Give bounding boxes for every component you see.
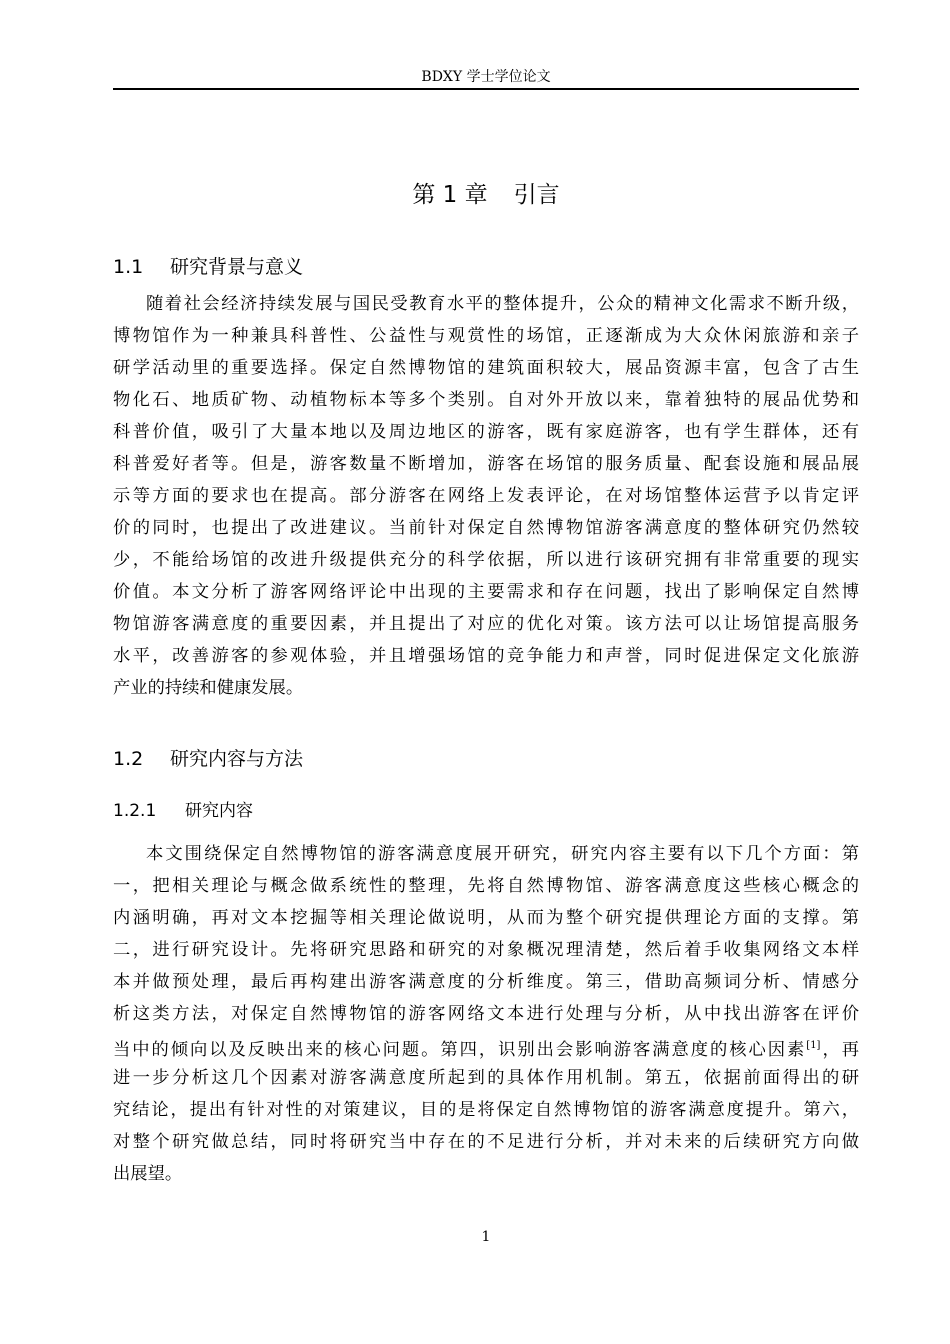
running-header: BDXY 学士学位论文 [421,69,551,85]
paragraph-line: 示等方面的要求也在提高。部分游客在网络上发表评论，在对场馆整体运营予以肯定评 [113,486,859,506]
section-title: 研究内容与方法 [170,748,304,770]
section-heading-1-2 [113,746,303,772]
section-heading-1-1 [113,254,303,280]
chapter-title-text: 引言 [513,182,560,208]
paragraph-line: 出展望。 [113,1164,183,1184]
chapter-title [113,180,859,210]
paragraph-line: 少，不能给场馆的改进升级提供充分的科学依据，所以进行该研究拥有非常重要的现实 [113,550,859,570]
paragraph-line: 对整个研究做总结，同时将研究当中存在的不足进行分析，并对未来的后续研究方向做 [113,1132,859,1152]
paragraph-line: 价的同时，也提出了改进建议。当前针对保定自然博物馆游客满意度的整体研究仍然较 [113,518,859,538]
paragraph-line: 价值。本文分析了游客网络评论中出现的主要需求和存在问题，找出了影响保定自然博 [113,582,859,602]
paragraph-line: 科普爱好者等。但是，游客数量不断增加，游客在场馆的服务质量、配套设施和展品展 [113,454,859,474]
header-rule [113,88,859,90]
paragraph-line: 水平，改善游客的参观体验，并且增强场馆的竞争能力和声誉，同时促进保定文化旅游 [113,646,859,666]
paragraph-line: 物化石、地质矿物、动植物标本等多个类别。自对外开放以来，靠着独特的展品优势和 [113,390,859,410]
paragraph-line: 本并做预处理，最后再构建出游客满意度的分析维度。第三，借助高频词分析、情感分 [113,972,859,992]
section-title: 研究背景与意义 [170,256,304,278]
paragraph-line: 二，进行研究设计。先将研究思路和研究的对象概况理清楚，然后着手收集网络文本样 [113,940,859,960]
line-text: 当中的倾向以及反映出来的核心问题。第四，识别出会影响游客满意度的核心因素 [113,1040,807,1060]
chapter-number: 第 1 章 [412,182,488,208]
paragraph-line: 科普价值，吸引了大量本地以及周边地区的游客，既有家庭游客，也有学生群体，还有 [113,422,859,442]
paragraph-line: 进一步分析这几个因素对游客满意度所起到的具体作用机制。第五，依据前面得出的研 [113,1068,859,1088]
citation-marker[interactable]: [1] [806,1040,821,1051]
section-number: 1.2 [113,748,144,770]
paragraph-line: 析这类方法，对保定自然博物馆的游客网络文本进行处理与分析，从中找出游客在评价 [113,1004,859,1024]
page-number: 1 [481,1229,491,1245]
paragraph-line: 物馆游客满意度的重要因素，并且提出了对应的优化对策。该方法可以让场馆提高服务 [113,614,859,634]
paragraph-line: 本文围绕保定自然博物馆的游客满意度展开研究，研究内容主要有以下几个方面：第 [146,844,859,864]
paragraph-line: 内涵明确，再对文本挖掘等相关理论做说明，从而为整个研究提供理论方面的支撑。第 [113,908,859,928]
paragraph-line: 一，把相关理论与概念做系统性的整理，先将自然博物馆、游客满意度这些核心概念的 [113,876,859,896]
section-number: 1.1 [113,256,144,278]
subsection-number: 1.2.1 [113,801,157,821]
paragraph-line: 究结论，提出有针对性的对策建议，目的是将保定自然博物馆的游客满意度提升。第六， [113,1100,859,1120]
subsection-title: 研究内容 [185,801,253,821]
paragraph-line: 产业的持续和健康发展。 [113,678,304,698]
line-text-tail: ，再 [820,1040,859,1060]
paragraph-line: 随着社会经济持续发展与国民受教育水平的整体提升，公众的精神文化需求不断升级， [146,294,859,314]
paragraph-line-with-citation [113,1035,859,1061]
paragraph-line: 博物馆作为一种兼具科普性、公益性与观赏性的场馆，正逐渐成为大众休闲旅游和亲子 [113,326,859,346]
paragraph-line: 研学活动里的重要选择。保定自然博物馆的建筑面积较大，展品资源丰富，包含了古生 [113,358,859,378]
subsection-heading-1-2-1 [113,799,253,823]
